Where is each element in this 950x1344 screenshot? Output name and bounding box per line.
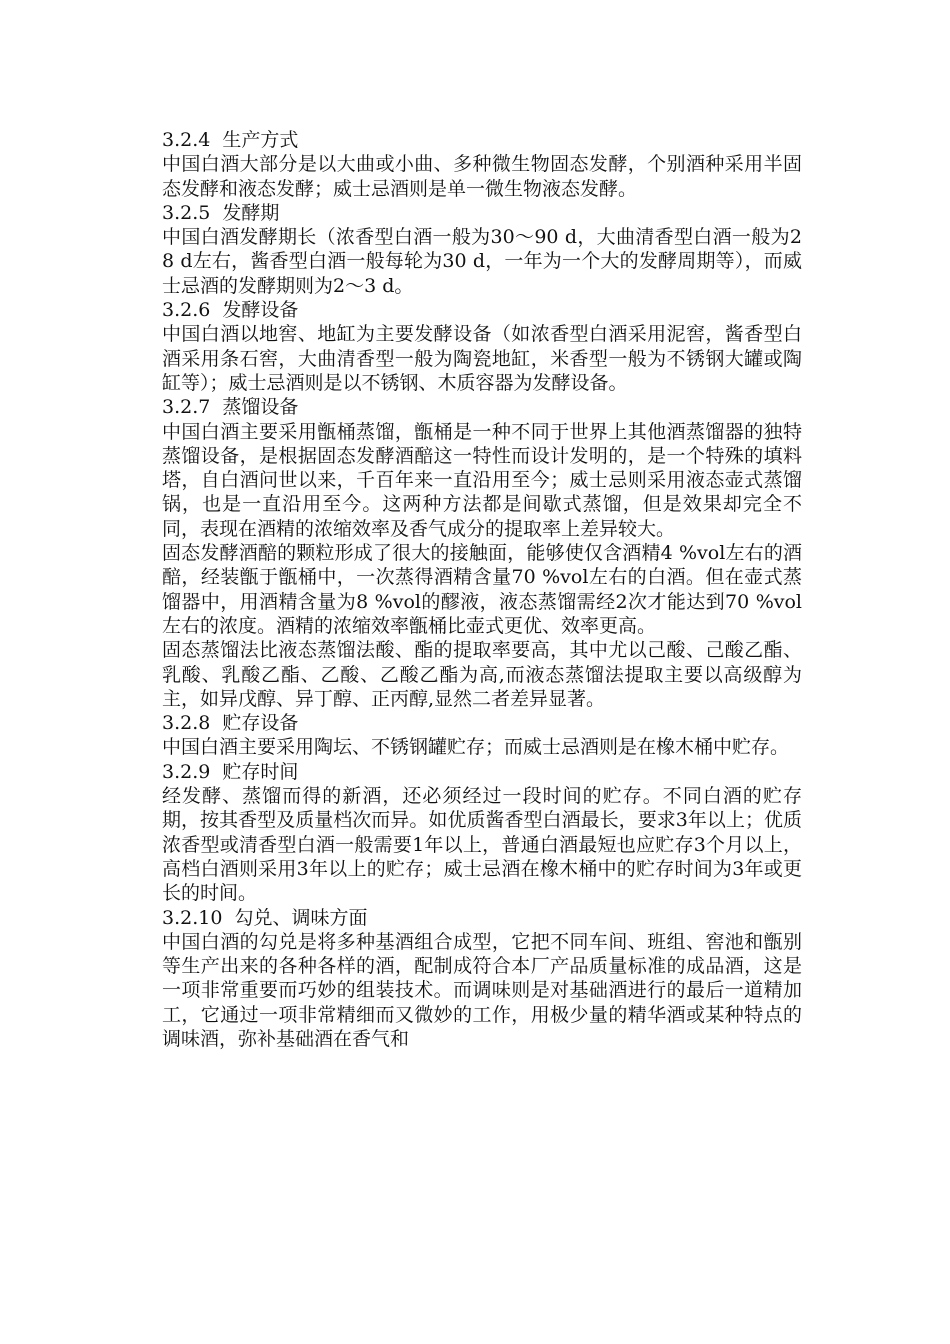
paragraph: 中国白酒主要采用陶坛、不锈钢罐贮存；而威士忌酒则是在橡木桶中贮存。: [162, 736, 790, 759]
paragraph: 中国白酒的勾兑是将多种基酒组合成型，它把不同车间、班组、窖池和甑别等生产出来的各种各样的酒，配制成符合本厂产品质量标准的成品酒，这是一项非常重要而巧妙的组装技术。而调味则是对基础酒进行的最后一道精加工，它通过一项非常精细而又微妙的工作，用极少量的精华酒或某种特点的调味酒，弥补基础酒在香气和: [162, 930, 802, 1050]
paragraph: 中国白酒以地窖、地缸为主要发酵设备（如浓香型白酒采用泥窖，酱香型白酒采用条石窖，大曲清香型一般为陶瓷地缸，米香型一般为不锈钢大罐或陶缸等）；威士忌酒则是以不锈钢、木质容器为发酵设备。: [162, 323, 802, 394]
paragraph: 固态蒸馏法比液态蒸馏法酸、酯的提取率要高，其中尤以己酸、己酸乙酯、乳酸、乳酸乙酯、乙酸、乙酸乙酯为高,而液态蒸馏法提取主要以高级醇为主，如异戊醇、异丁醇、正丙醇,显然二者差异显著。: [162, 639, 802, 710]
section-heading: 3.2.7 蒸馏设备: [162, 396, 299, 419]
paragraph: 中国白酒发酵期长（浓香型白酒一般为30～90 d，大曲清香型白酒一般为28 d左右，酱香型白酒一般每轮为30 d，一年为一个大的发酵周期等），而威士忌酒的发酵期则为2～3 d。: [162, 226, 802, 297]
section-3-2-4: [162, 128, 802, 201]
section-heading: 3.2.8 贮存设备: [162, 712, 299, 735]
section-3-2-7: [162, 395, 802, 711]
section-heading: 3.2.10 勾兑、调味方面: [162, 906, 368, 929]
document-body: [162, 128, 802, 1051]
section-3-2-6: [162, 298, 802, 395]
paragraph: 中国白酒主要采用甑桶蒸馏，甑桶是一种不同于世界上其他酒蒸馏器的独特蒸馏设备，是根据固态发酵酒醅这一特性而设计发明的，是一个特殊的填料塔，自白酒问世以来，千百年来一直沿用至今；威士忌则采用液态壶式蒸馏锅，也是一直沿用至今。这两种方法都是间歇式蒸馏，但是效果却完全不同，表现在酒精的浓缩效率及香气成分的提取率上差异较大。: [162, 420, 802, 540]
section-3-2-8: [162, 711, 802, 760]
section-heading: 3.2.6 发酵设备: [162, 299, 299, 322]
paragraph: 经发酵、蒸馏而得的新酒，还必须经过一段时间的贮存。不同白酒的贮存期，按其香型及质量档次而异。如优质酱香型白酒最长，要求3年以上；优质浓香型或清香型白酒一般需要1年以上，普通白酒最短也应贮存3个月以上，高档白酒则采用3年以上的贮存；威士忌酒在橡木桶中的贮存时间为3年或更长的时间。: [162, 785, 802, 905]
paragraph: 中国白酒大部分是以大曲或小曲、多种微生物固态发酵，个别酒种采用半固态发酵和液态发酵；威士忌酒则是单一微生物液态发酵。: [162, 153, 802, 200]
paragraph: 固态发酵酒醅的颗粒形成了很大的接触面，能够使仅含酒精4 %vol左右的酒醅，经装甑于甑桶中，一次蒸得酒精含量70 %vol左右的白酒。但在壶式蒸馏器中，用酒精含量为8 %vol的醪液，液态蒸馏需经2次才能达到70 %vol左右的浓度。酒精的浓缩效率甑桶比壶式更优、效率更高。: [162, 542, 802, 637]
section-3-2-10: [162, 906, 802, 1052]
section-3-2-9: [162, 760, 802, 906]
section-heading: 3.2.9 贮存时间: [162, 760, 299, 783]
section-heading: 3.2.4 生产方式: [162, 129, 299, 151]
section-3-2-5: [162, 201, 802, 298]
section-heading: 3.2.5 发酵期: [162, 201, 280, 224]
